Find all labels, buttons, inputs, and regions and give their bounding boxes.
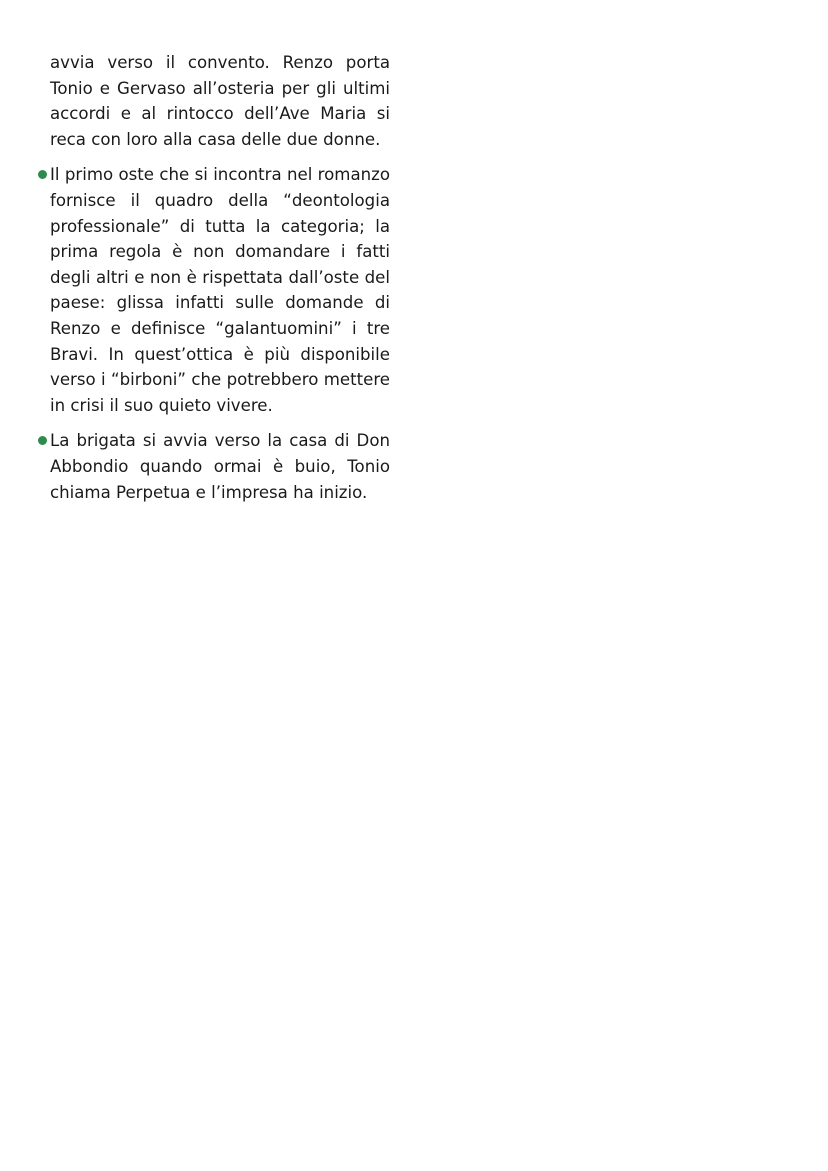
bullet-text: Il primo oste che si incontra nel romanzo fornisce il quadro della “deontologia professionale” di tutta la categoria; la prima regola è non domandare i fatti degli altri e non è rispettata dall’oste del paese: glissa infatti sulle domande di Renzo e definisce “galantuomini” i tre Bravi. In quest’ottica è più disponibile verso i “birboni” che potrebbero mettere in crisi il suo quieto vivere. xyxy=(50,165,390,415)
continued-paragraph: avvia verso il convento. Renzo porta Tonio e Gervaso all’osteria per gli ultimi accordi e al rintocco dell’Ave Maria si reca con loro alla casa delle due donne. xyxy=(50,53,390,149)
bullet-item-oste xyxy=(50,162,390,418)
bullet-text: La brigata si avvia verso la casa di Don Abbondio quando ormai è buio, Tonio chiama Perpetua e l’impresa ha inizio. xyxy=(50,431,390,502)
bullet-dot-icon xyxy=(38,170,47,179)
bullet-item-brigata xyxy=(50,428,390,505)
text-column xyxy=(50,50,390,515)
bullet-dot-icon xyxy=(38,436,47,445)
